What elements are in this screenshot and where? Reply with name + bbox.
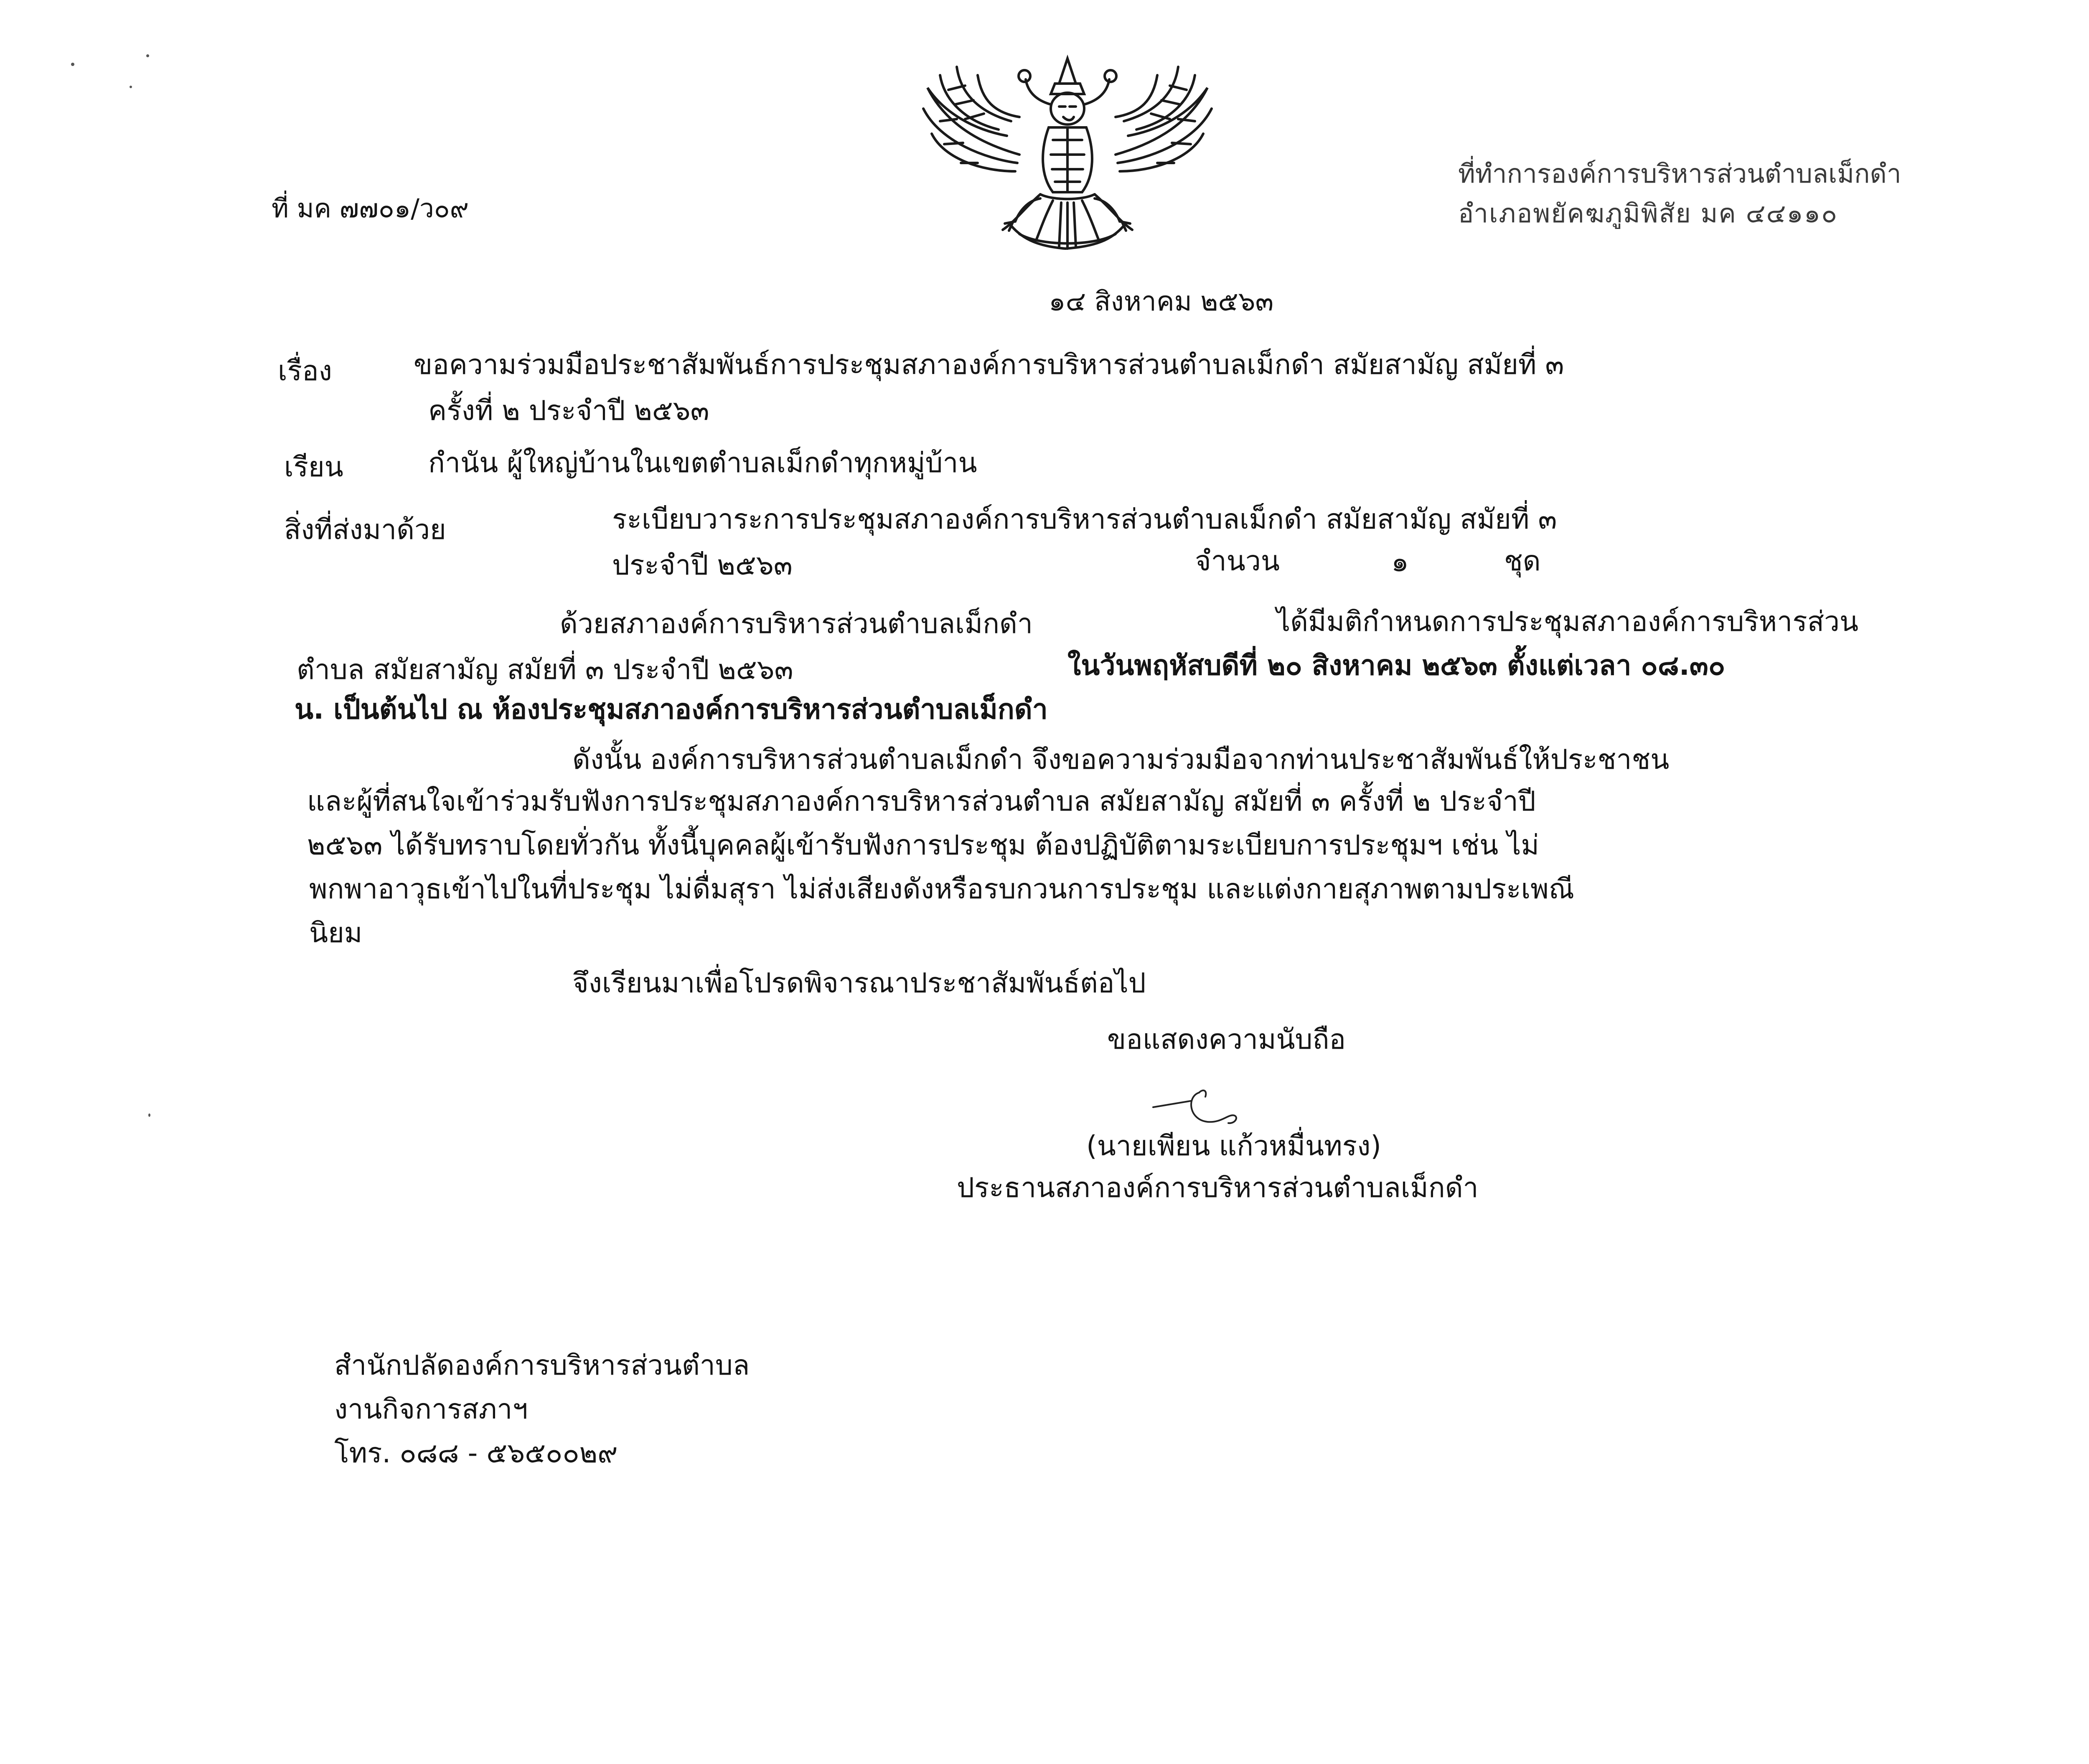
enclosure-label: สิ่งที่ส่งมาด้วย [284, 513, 446, 546]
paragraph-1-line-1a: ด้วยสภาองค์การบริหารส่วนตำบลเม็กดำ [560, 607, 1033, 640]
closing-salutation: ขอแสดงความนับถือ [1107, 1023, 1346, 1055]
office-name: ที่ทำการองค์การบริหารส่วนตำบลเม็กดำ [1458, 158, 1901, 189]
reference-number: ที่ มค ๗๗๐๑/ว๐๙ [272, 193, 469, 224]
enclosure-line-1: ระเบียบวาระการประชุมสภาองค์การบริหารส่วนตำบลเม็กดำ สมัยสามัญ สมัยที่ ๓ [612, 503, 1557, 535]
paragraph-2-line-3: ๒๕๖๓ ได้รับทราบโดยทั่วกัน ทั้งนี้บุคคลผู้เข้ารับฟังการประชุม ต้องปฏิบัติตามระเบียบการประชุมฯ เช่น ไม่ [307, 829, 1539, 861]
paragraph-1-line-2b: ในวันพฤหัสบดีที่ ๒๐ สิงหาคม ๒๕๖๓ ตั้งแต่เวลา ๐๘.๓๐ [1067, 649, 1726, 681]
enclosure-quantity-unit: ชุด [1504, 545, 1541, 577]
signer-position: ประธานสภาองค์การบริหารส่วนตำบลเม็กดำ [957, 1172, 1479, 1204]
office-address: อำเภอพยัคฆภูมิพิสัย มค ๔๔๑๑๐ [1458, 198, 1838, 229]
garuda-emblem-icon [915, 50, 1220, 251]
footer-office: สำนักปลัดองค์การบริหารส่วนตำบล [334, 1349, 750, 1381]
signature [1149, 1082, 1245, 1132]
letter-date: ๑๔ สิงหาคม ๒๕๖๓ [1049, 286, 1274, 317]
paragraph-2-line-2: และผู้ที่สนใจเข้าร่วมรับฟังการประชุมสภาองค์การบริหารส่วนตำบล สมัยสามัญ สมัยที่ ๓ ครั้งที่ ๒ ประจำปี [307, 785, 1536, 817]
scan-speck [71, 63, 74, 66]
scan-speck [130, 86, 132, 88]
paragraph-1-line-1b: ได้มีมติกำหนดการประชุมสภาองค์การบริหารส่วน [1276, 605, 1859, 638]
paragraph-3: จึงเรียนมาเพื่อโปรดพิจารณาประชาสัมพันธ์ต่อไป [572, 967, 1146, 999]
paragraph-2-line-5: นิยม [309, 917, 363, 949]
recipient-text: กำนัน ผู้ใหญ่บ้านในเขตตำบลเม็กดำทุกหมู่บ้าน [428, 447, 977, 479]
footer-department: งานกิจการสภาฯ [334, 1393, 528, 1425]
paragraph-2-line-4: พกพาอาวุธเข้าไปในที่ประชุม ไม่ดื่มสุรา ไม่ส่งเสียงดังหรือรบกวนการประชุม และแต่งกายสุภาพตามประเพณี [309, 873, 1574, 905]
subject-label: เรื่อง [278, 355, 332, 387]
enclosure-line-2: ประจำปี ๒๕๖๓ [612, 549, 793, 581]
recipient-label: เรียน [284, 451, 343, 483]
scan-speck [146, 54, 149, 57]
paragraph-2-line-1: ดังนั้น องค์การบริหารส่วนตำบลเม็กดำ จึงขอความร่วมมือจากท่านประชาสัมพันธ์ให้ประชาชน [572, 743, 1670, 775]
subject-line-1: ขอความร่วมมือประชาสัมพันธ์การประชุมสภาองค์การบริหารส่วนตำบลเม็กดำ สมัยสามัญ สมัยที่ ๓ [414, 348, 1564, 381]
paragraph-1-line-2a: ตำบล สมัยสามัญ สมัยที่ ๓ ประจำปี ๒๕๖๓ [297, 653, 793, 686]
signer-name: (นายเพียน แก้วหมื่นทรง) [1086, 1130, 1382, 1162]
paragraph-1-line-3: น. เป็นต้นไป ณ ห้องประชุมสภาองค์การบริหารส่วนตำบลเม็กดำ [295, 693, 1048, 725]
subject-line-2: ครั้งที่ ๒ ประจำปี ๒๕๖๓ [428, 394, 709, 427]
enclosure-quantity-label: จำนวน [1195, 545, 1280, 577]
footer-phone: โทร. ๐๘๘ - ๕๖๕๐๐๒๙ [334, 1437, 618, 1469]
enclosure-quantity-value: ๑ [1391, 546, 1409, 578]
scan-speck [148, 1113, 150, 1117]
